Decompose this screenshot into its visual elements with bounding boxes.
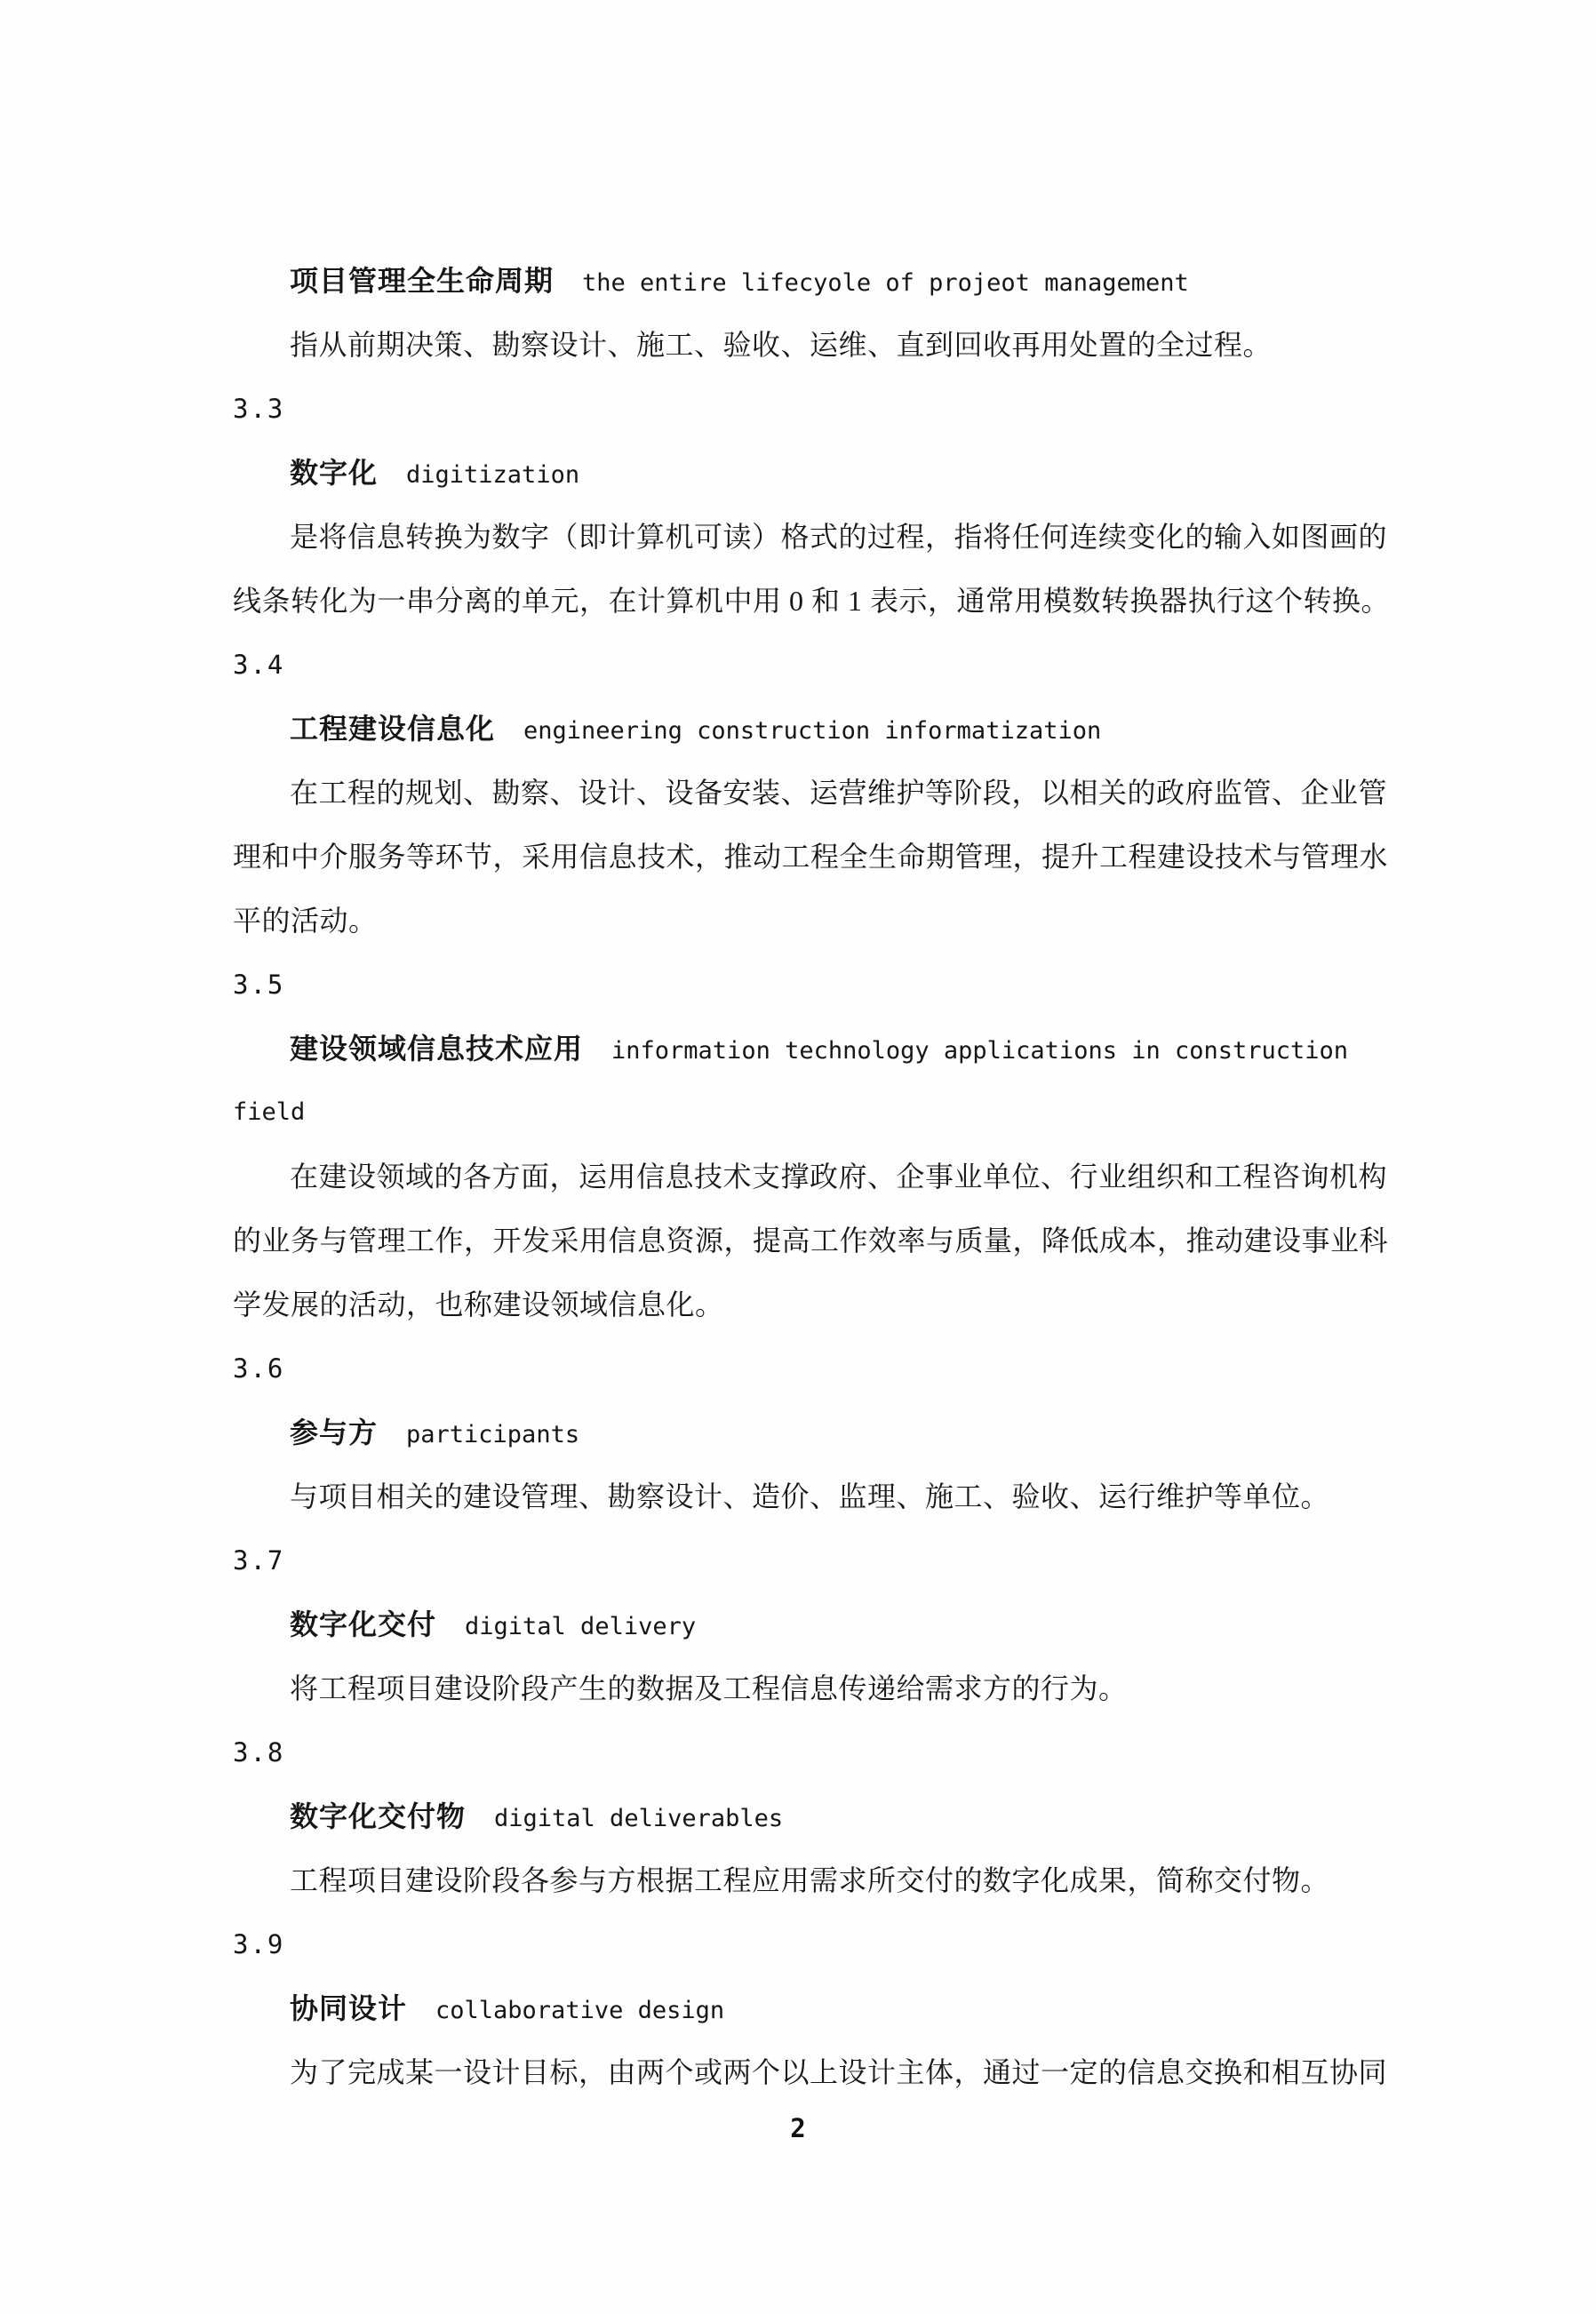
definition-line: 学发展的活动，也称建设领域信息化。: [233, 1289, 724, 1321]
term-line: [233, 1784, 1379, 1848]
term-line: [233, 697, 1379, 761]
definition-line: 的业务与管理工作，开发采用信息资源，提高工作效率与质量，降低成本，推动建设事业科: [233, 1225, 1389, 1257]
definition-line: 是将信息转换为数字（即计算机可读）格式的过程，指将任何连续变化的输入如图画的: [290, 521, 1388, 553]
definition-line: 将工程项目建设阶段产生的数据及工程信息传递给需求方的行为。: [290, 1672, 1128, 1704]
term-en: engineering construction informatization: [523, 717, 1102, 745]
term-en: participants: [406, 1421, 580, 1448]
term-zh: 项目管理全生命周期: [290, 265, 555, 297]
page-number: 2: [790, 2113, 806, 2143]
definition-line: 线条转化为一串分离的单元，在计算机中用 0 和 1 表示，通常用模数转换器执行这个转换。: [233, 585, 1391, 617]
term-line: [233, 249, 1379, 313]
term-line: [233, 1400, 1379, 1464]
term-en: information technology applications in construction: [611, 1037, 1349, 1065]
section-number: 3.5: [233, 969, 285, 1000]
term-line: [233, 441, 1379, 505]
section-number: 3.7: [233, 1545, 285, 1576]
section-number: 3.6: [233, 1353, 285, 1384]
definition-line: 为了完成某一设计目标，由两个或两个以上设计主体，通过一定的信息交换和相互协同: [290, 2056, 1388, 2088]
terms-and-definitions-content: [233, 249, 1391, 2104]
term-en: digital deliverables: [494, 1805, 784, 1832]
term-zh: 建设领域信息技术应用: [290, 1033, 584, 1065]
definition-line: 工程项目建设阶段各参与方根据工程应用需求所交付的数字化成果，简称交付物。: [290, 1864, 1330, 1896]
term-zh: 协同设计: [290, 1992, 408, 2024]
term-zh: 数字化: [290, 457, 379, 489]
term-line: [233, 1976, 1379, 2040]
term-zh: 参与方: [290, 1416, 379, 1448]
definition-line: 在工程的规划、勘察、设计、设备安装、运营维护等阶段，以相关的政府监管、企业管: [290, 777, 1388, 809]
section-number: 3.3: [233, 394, 285, 424]
term-line: [233, 1592, 1379, 1656]
definition-line: 平的活动。: [233, 905, 378, 937]
term-zh: 工程建设信息化: [290, 713, 496, 745]
section-number: 3.9: [233, 1929, 285, 1959]
definition-line: 指从前期决策、勘察设计、施工、验收、运维、直到回收再用处置的全过程。: [290, 329, 1273, 361]
definition-line: 与项目相关的建设管理、勘察设计、造价、监理、施工、验收、运行维护等单位。: [290, 1480, 1330, 1512]
term-en: digital delivery: [465, 1613, 697, 1640]
term-line: [233, 1017, 1379, 1081]
section-number: 3.8: [233, 1737, 285, 1767]
term-zh: 数字化交付: [290, 1608, 437, 1640]
term-en: the entire lifecyole of projeot management: [582, 269, 1189, 297]
definition-line: 理和中介服务等环节，采用信息技术，推动工程全生命期管理，提升工程建设技术与管理水: [233, 841, 1389, 873]
section-number: 3.4: [233, 650, 285, 680]
term-zh: 数字化交付物: [290, 1800, 467, 1832]
term-en: digitization: [406, 461, 580, 489]
term-en: collaborative design: [435, 1997, 725, 2024]
term-en-continuation: field: [233, 1098, 306, 1126]
definition-line: 在建设领域的各方面，运用信息技术支撑政府、企事业单位、行业组织和工程咨询机构: [290, 1161, 1388, 1193]
